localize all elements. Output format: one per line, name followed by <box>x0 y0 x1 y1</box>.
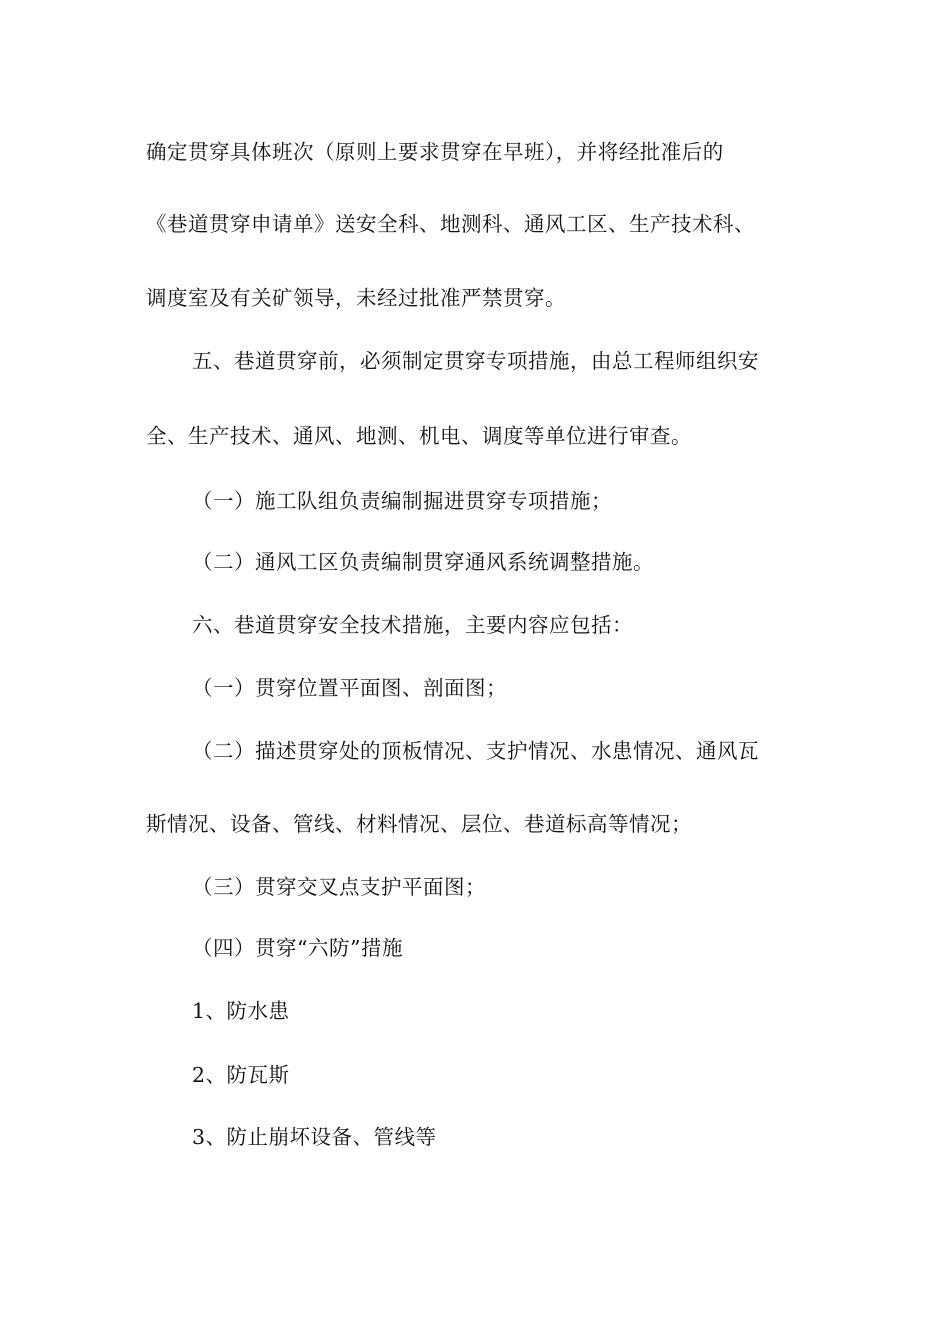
text-line-10: （二）描述贯穿处的顶板情况、支护情况、水患情况、通风瓦 <box>192 739 759 763</box>
text-line-11: 斯情况、设备、管线、材料情况、层位、巷道标高等情况； <box>146 812 692 836</box>
text-line-9: （一）贯穿位置平面图、剖面图； <box>192 676 507 700</box>
text-line-1: 确定贯穿具体班次（原则上要求贯穿在早班），并将经批准后的 <box>146 140 724 164</box>
text-line-14: 1、防水患 <box>192 999 290 1023</box>
text-line-3: 调度室及有关矿领导，未经过批准严禁贯穿。 <box>146 286 566 310</box>
text-line-7: （二）通风工区负责编制贯穿通风系统调整措施。 <box>192 550 654 574</box>
text-line-4: 五、巷道贯穿前，必须制定贯穿专项措施，由总工程师组织安 <box>192 349 759 373</box>
text-line-6: （一）施工队组负责编制掘进贯穿专项措施； <box>192 489 612 513</box>
text-line-2: 《巷道贯穿申请单》送安全科、地测科、通风工区、生产技术科、 <box>146 212 755 236</box>
text-line-15: 2、防瓦斯 <box>192 1063 290 1087</box>
text-line-5: 全、生产技术、通风、地测、机电、调度等单位进行审查。 <box>146 424 692 448</box>
text-line-13: （四）贯穿“六防”措施 <box>192 936 403 960</box>
text-line-12: （三）贯穿交叉点支护平面图； <box>192 875 486 899</box>
text-line-16: 3、防止崩坏设备、管线等 <box>192 1125 437 1149</box>
text-line-8: 六、巷道贯穿安全技术措施，主要内容应包括： <box>192 613 633 637</box>
